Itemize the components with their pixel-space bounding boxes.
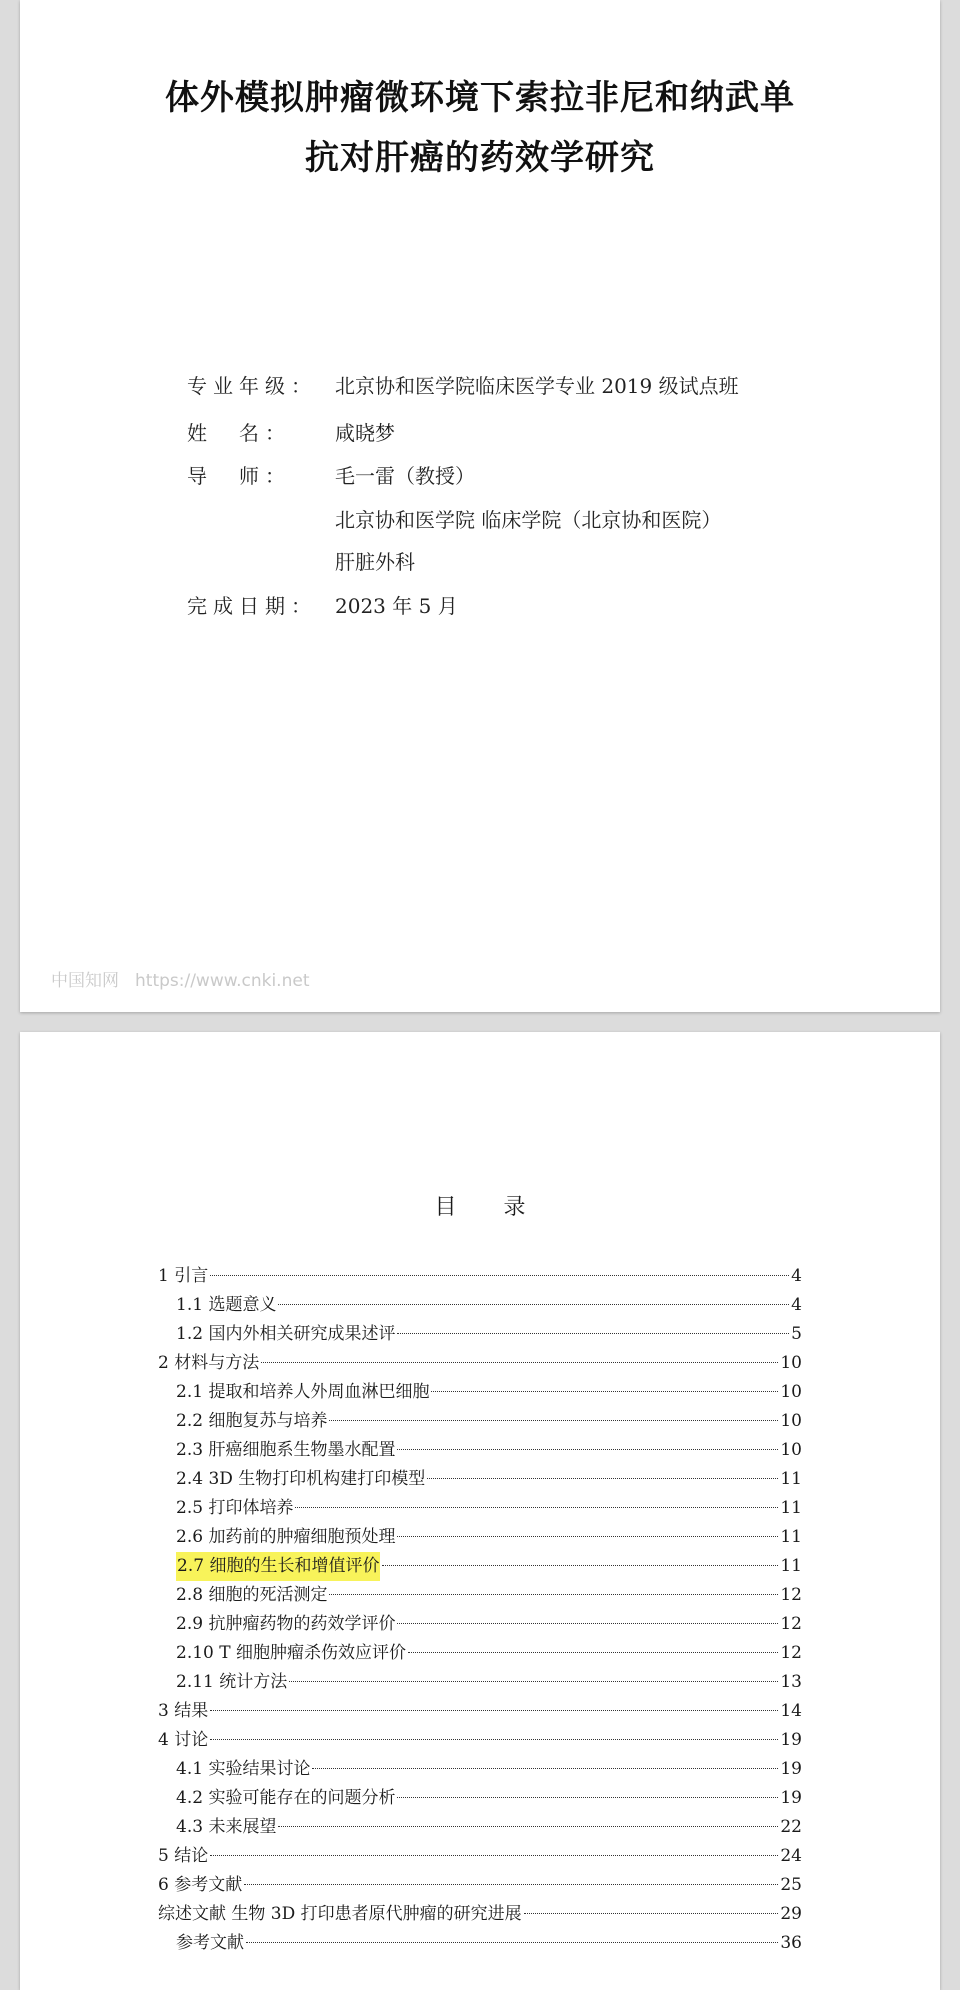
toc-leader-dots bbox=[397, 1333, 789, 1334]
cover-page bbox=[20, 0, 940, 1012]
toc-entry bbox=[158, 1668, 802, 1697]
toc-entry-page: 5 bbox=[791, 1324, 802, 1344]
toc-entry-label: 4.3 未来展望 bbox=[176, 1817, 277, 1837]
toc-entry-page: 12 bbox=[780, 1643, 802, 1663]
toc-entry bbox=[158, 1465, 802, 1494]
toc-entry-label: 2.6 加药前的肿瘤细胞预处理 bbox=[176, 1527, 396, 1547]
toc-entry-page: 24 bbox=[780, 1846, 802, 1866]
toc-leader-dots bbox=[397, 1449, 778, 1450]
toc-entry-page: 4 bbox=[791, 1295, 802, 1315]
toc-entry bbox=[158, 1436, 802, 1465]
toc-leader-dots bbox=[312, 1768, 778, 1769]
toc-entry bbox=[158, 1871, 802, 1900]
toc-leader-dots bbox=[397, 1536, 778, 1537]
toc-leader-dots bbox=[261, 1362, 778, 1363]
toc-page bbox=[20, 1032, 940, 1990]
toc-entry-page: 12 bbox=[780, 1614, 802, 1634]
major-value: 北京协和医学院临床医学专业 2019 级试点班 bbox=[335, 374, 739, 398]
toc-entry-page: 25 bbox=[780, 1875, 802, 1895]
toc-entry bbox=[158, 1842, 802, 1871]
toc-leader-dots bbox=[289, 1681, 778, 1682]
toc-leader-dots bbox=[278, 1826, 778, 1827]
toc-leader-dots bbox=[397, 1797, 778, 1798]
name-label: 姓 名： bbox=[187, 421, 291, 445]
toc-entry-page: 10 bbox=[780, 1411, 802, 1431]
toc-leader-dots bbox=[524, 1913, 779, 1914]
toc-entry-label: 参考文献 bbox=[176, 1933, 244, 1953]
toc-entry-label: 2.10 T 细胞肿瘤杀伤效应评价 bbox=[176, 1643, 406, 1663]
toc-entry-page: 22 bbox=[780, 1817, 802, 1837]
toc-leader-dots bbox=[244, 1884, 778, 1885]
toc-entry-page: 11 bbox=[780, 1556, 802, 1576]
toc-leader-dots bbox=[397, 1623, 778, 1624]
toc-leader-dots bbox=[210, 1275, 789, 1276]
toc-entry bbox=[158, 1813, 802, 1842]
toc-entry bbox=[158, 1929, 802, 1958]
toc-entry-label: 2.11 统计方法 bbox=[176, 1672, 288, 1692]
toc-leader-dots bbox=[427, 1478, 778, 1479]
toc-entry-label: 2 材料与方法 bbox=[158, 1353, 260, 1373]
toc-entry bbox=[158, 1610, 802, 1639]
toc-entry-label: 3 结果 bbox=[158, 1701, 209, 1721]
watermark-url: https://www.cnki.net bbox=[135, 971, 310, 991]
toc-entry-page: 19 bbox=[780, 1788, 802, 1808]
toc-entry-page: 11 bbox=[780, 1469, 802, 1489]
toc-entry-page: 19 bbox=[780, 1730, 802, 1750]
toc-entry bbox=[158, 1581, 802, 1610]
toc-entry-page: 4 bbox=[791, 1266, 802, 1286]
toc-entry-page: 11 bbox=[780, 1527, 802, 1547]
toc-entry-label: 5 结论 bbox=[158, 1846, 209, 1866]
toc-entry-label: 综述文献 生物 3D 打印患者原代肿瘤的研究进展 bbox=[158, 1904, 522, 1924]
toc-entry-label: 2.5 打印体培养 bbox=[176, 1498, 294, 1518]
toc-leader-dots bbox=[408, 1652, 778, 1653]
highlighted-toc-label bbox=[176, 1552, 380, 1581]
toc-leader-dots bbox=[329, 1420, 778, 1421]
toc-entry bbox=[158, 1697, 802, 1726]
toc-leader-dots bbox=[329, 1594, 778, 1595]
toc-leader-dots bbox=[278, 1304, 789, 1305]
toc-entry-page: 13 bbox=[780, 1672, 802, 1692]
toc-entry-label: 2.2 细胞复苏与培养 bbox=[176, 1411, 328, 1431]
toc-entry bbox=[158, 1291, 802, 1320]
toc-entry-label: 2.7 细胞的生长和增值评价 bbox=[177, 1556, 380, 1576]
toc-entry-label: 1.2 国内外相关研究成果述评 bbox=[176, 1324, 396, 1344]
thesis-title-line-1: 体外模拟肿瘤微环境下索拉非尼和纳武单 bbox=[165, 78, 795, 118]
toc-leader-dots bbox=[295, 1507, 778, 1508]
advisor-affiliation-2: 肝脏外科 bbox=[335, 550, 415, 574]
toc-leader-dots bbox=[210, 1710, 778, 1711]
toc-entry-page: 10 bbox=[780, 1440, 802, 1460]
toc-entry bbox=[158, 1900, 802, 1929]
toc-list bbox=[158, 1262, 802, 1958]
major-label: 专业年级： bbox=[187, 374, 317, 398]
toc-entry-page: 11 bbox=[780, 1498, 802, 1518]
toc-entry-page: 10 bbox=[780, 1353, 802, 1373]
name-value: 咸晓梦 bbox=[335, 421, 395, 445]
toc-entry-label: 4.2 实验可能存在的问题分析 bbox=[176, 1788, 396, 1808]
toc-leader-dots bbox=[431, 1391, 778, 1392]
date-value: 2023 年 5 月 bbox=[335, 594, 458, 618]
toc-leader-dots bbox=[210, 1739, 778, 1740]
toc-entry-page: 19 bbox=[780, 1759, 802, 1779]
toc-entry-label: 2.9 抗肿瘤药物的药效学评价 bbox=[176, 1614, 396, 1634]
advisor-affiliation-1: 北京协和医学院 临床学院（北京协和医院） bbox=[335, 508, 722, 532]
toc-entry bbox=[158, 1755, 802, 1784]
toc-entry-page: 10 bbox=[780, 1382, 802, 1402]
toc-entry bbox=[158, 1320, 802, 1349]
toc-entry-page: 12 bbox=[780, 1585, 802, 1605]
toc-entry bbox=[158, 1726, 802, 1755]
toc-entry-label: 2.1 提取和培养人外周血淋巴细胞 bbox=[176, 1382, 430, 1402]
toc-entry bbox=[158, 1639, 802, 1668]
toc-entry-label: 1.1 选题意义 bbox=[176, 1295, 277, 1315]
toc-entry-page: 36 bbox=[780, 1933, 802, 1953]
toc-entry bbox=[158, 1378, 802, 1407]
toc-entry-page: 29 bbox=[780, 1904, 802, 1924]
toc-entry bbox=[158, 1349, 802, 1378]
toc-entry bbox=[158, 1784, 802, 1813]
cnki-watermark bbox=[51, 966, 309, 991]
toc-entry bbox=[158, 1494, 802, 1523]
toc-entry-label: 2.8 细胞的死活测定 bbox=[176, 1585, 328, 1605]
toc-entry-label: 2.3 肝癌细胞系生物墨水配置 bbox=[176, 1440, 396, 1460]
toc-entry bbox=[158, 1407, 802, 1436]
toc-leader-dots bbox=[382, 1565, 778, 1566]
toc-entry-page: 14 bbox=[780, 1701, 802, 1721]
toc-leader-dots bbox=[246, 1942, 778, 1943]
toc-entry bbox=[158, 1552, 802, 1581]
toc-entry-label: 4 讨论 bbox=[158, 1730, 209, 1750]
toc-entry-label: 1 引言 bbox=[158, 1266, 209, 1286]
toc-entry-label: 4.1 实验结果讨论 bbox=[176, 1759, 311, 1779]
advisor-label: 导 师： bbox=[187, 464, 291, 488]
thesis-title-line-2: 抗对肝癌的药效学研究 bbox=[305, 138, 655, 178]
toc-title: 目 录 bbox=[434, 1195, 546, 1220]
toc-entry bbox=[158, 1523, 802, 1552]
toc-entry-label: 6 参考文献 bbox=[158, 1875, 243, 1895]
toc-entry-label: 2.4 3D 生物打印机构建打印模型 bbox=[176, 1469, 426, 1489]
toc-leader-dots bbox=[210, 1855, 778, 1856]
toc-entry bbox=[158, 1262, 802, 1291]
advisor-value: 毛一雷（教授） bbox=[335, 464, 475, 488]
watermark-brand: 中国知网 bbox=[51, 971, 119, 991]
date-label: 完成日期： bbox=[187, 594, 317, 618]
